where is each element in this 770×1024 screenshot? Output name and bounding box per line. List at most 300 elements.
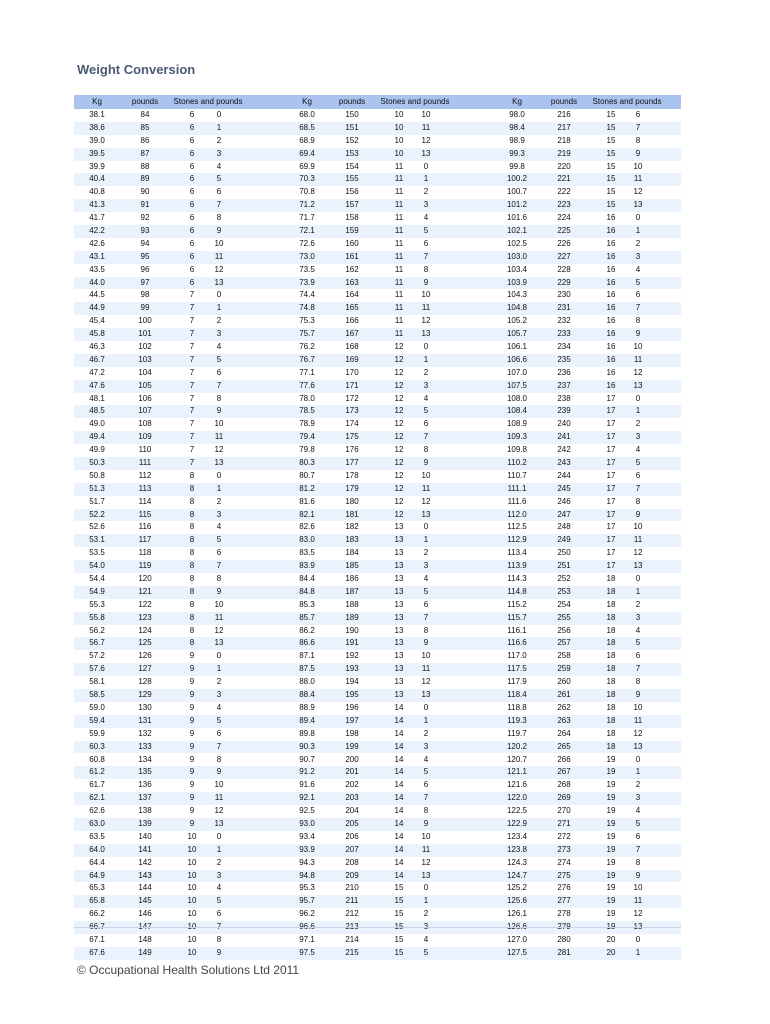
table-row bbox=[74, 702, 681, 715]
table-row bbox=[74, 754, 681, 767]
cell-kg: 80.3 bbox=[299, 458, 315, 468]
cell-lbs: 4 bbox=[635, 445, 641, 455]
cell-pounds: 242 bbox=[557, 445, 571, 455]
cell-stones: 8 bbox=[189, 586, 195, 596]
table-row bbox=[74, 457, 681, 470]
cell-stones: 13 bbox=[394, 625, 404, 635]
cell-lbs: 12 bbox=[421, 496, 431, 506]
cell-lbs: 13 bbox=[633, 200, 643, 210]
cell-stones: 19 bbox=[606, 896, 616, 906]
cell-kg: 117.5 bbox=[507, 664, 527, 674]
cell-kg: 77.6 bbox=[299, 380, 315, 390]
cell-stones: 7 bbox=[189, 303, 195, 313]
cell-lbs: 3 bbox=[635, 432, 641, 442]
cell-lbs: 0 bbox=[635, 393, 641, 403]
cell-kg: 112.5 bbox=[507, 522, 527, 532]
cell-stones: 15 bbox=[606, 187, 616, 197]
cell-stones: 11 bbox=[394, 277, 404, 287]
cell-pounds: 124 bbox=[138, 625, 152, 635]
cell-pounds: 223 bbox=[557, 200, 571, 210]
cell-kg: 96.6 bbox=[299, 922, 315, 932]
cell-lbs: 11 bbox=[633, 715, 643, 725]
cell-pounds: 233 bbox=[557, 329, 571, 339]
cell-stones: 10 bbox=[394, 135, 404, 145]
cell-pounds: 162 bbox=[345, 264, 359, 274]
table-row bbox=[74, 122, 681, 135]
cell-pounds: 165 bbox=[345, 303, 359, 313]
cell-lbs: 5 bbox=[216, 174, 222, 184]
cell-stones: 9 bbox=[189, 806, 195, 816]
cell-pounds: 87 bbox=[140, 148, 150, 158]
cell-stones: 9 bbox=[189, 664, 195, 674]
cell-stones: 8 bbox=[189, 561, 195, 571]
table-row bbox=[74, 560, 681, 573]
cell-pounds: 191 bbox=[345, 638, 359, 648]
cell-pounds: 113 bbox=[138, 483, 152, 493]
cell-kg: 42.2 bbox=[89, 226, 105, 235]
cell-pounds: 159 bbox=[345, 226, 359, 235]
cell-stones: 7 bbox=[189, 380, 195, 390]
cell-lbs: 6 bbox=[635, 470, 641, 480]
cell-pounds: 277 bbox=[557, 896, 571, 906]
cell-stones: 12 bbox=[394, 496, 404, 506]
table-row bbox=[74, 947, 681, 960]
cell-pounds: 219 bbox=[557, 148, 571, 158]
table-row bbox=[74, 302, 681, 315]
cell-lbs: 1 bbox=[423, 174, 429, 184]
cell-stones: 19 bbox=[606, 857, 616, 867]
cell-kg: 50.8 bbox=[89, 470, 105, 480]
cell-stones: 13 bbox=[394, 651, 404, 661]
cell-pounds: 203 bbox=[345, 793, 359, 803]
cell-kg: 127.0 bbox=[506, 934, 528, 944]
cell-pounds: 187 bbox=[345, 586, 359, 596]
cell-stones: 6 bbox=[189, 200, 195, 210]
cell-lbs: 13 bbox=[421, 690, 431, 700]
cell-pounds: 142 bbox=[138, 857, 152, 867]
cell-kg: 107.0 bbox=[506, 367, 528, 377]
cell-lbs: 8 bbox=[423, 625, 429, 635]
cell-lbs: 8 bbox=[635, 135, 641, 145]
header-pounds-1: pounds bbox=[131, 97, 159, 106]
cell-pounds: 244 bbox=[557, 470, 571, 480]
cell-pounds: 177 bbox=[345, 458, 359, 468]
cell-kg: 68.0 bbox=[299, 110, 315, 119]
cell-lbs: 13 bbox=[421, 329, 431, 339]
cell-lbs: 13 bbox=[633, 380, 643, 390]
cell-lbs: 0 bbox=[635, 213, 641, 223]
cell-kg: 57.6 bbox=[89, 664, 105, 674]
cell-kg: 78.9 bbox=[299, 419, 315, 429]
cell-stones: 17 bbox=[606, 535, 616, 545]
cell-stones: 18 bbox=[606, 677, 616, 687]
cell-lbs: 4 bbox=[216, 702, 222, 712]
cell-stones: 16 bbox=[606, 342, 616, 352]
table-row bbox=[74, 173, 681, 186]
cell-lbs: 1 bbox=[423, 715, 429, 725]
cell-kg: 106.1 bbox=[506, 342, 528, 352]
cell-stones: 15 bbox=[394, 909, 404, 919]
cell-pounds: 123 bbox=[138, 612, 152, 622]
header-stones-pounds-3: Stones and pounds bbox=[592, 97, 662, 106]
cell-lbs: 3 bbox=[423, 200, 429, 210]
cell-pounds: 129 bbox=[138, 690, 152, 700]
cell-kg: 41.3 bbox=[89, 200, 105, 210]
cell-pounds: 90 bbox=[140, 187, 150, 197]
cell-lbs: 2 bbox=[423, 728, 429, 738]
cell-kg: 55.8 bbox=[89, 612, 105, 622]
cell-pounds: 138 bbox=[138, 806, 152, 816]
cell-kg: 101.6 bbox=[506, 213, 528, 223]
cell-stones: 16 bbox=[606, 251, 616, 261]
cell-kg: 59.4 bbox=[89, 715, 105, 725]
cell-pounds: 171 bbox=[345, 380, 359, 390]
cell-stones: 11 bbox=[394, 290, 404, 300]
cell-lbs: 3 bbox=[423, 561, 429, 571]
cell-lbs: 13 bbox=[633, 561, 643, 571]
cell-lbs: 7 bbox=[216, 561, 222, 571]
cell-pounds: 106 bbox=[138, 393, 152, 403]
cell-stones: 18 bbox=[606, 664, 616, 674]
cell-pounds: 110 bbox=[138, 445, 152, 455]
cell-lbs: 12 bbox=[633, 367, 643, 377]
cell-stones: 11 bbox=[394, 316, 404, 326]
cell-pounds: 260 bbox=[557, 677, 571, 687]
cell-lbs: 2 bbox=[216, 677, 222, 687]
cell-stones: 14 bbox=[394, 870, 404, 880]
cell-lbs: 6 bbox=[423, 780, 429, 790]
cell-kg: 70.3 bbox=[299, 174, 315, 184]
cell-kg: 76.2 bbox=[299, 342, 315, 352]
cell-pounds: 141 bbox=[138, 844, 152, 854]
cell-kg: 110.7 bbox=[507, 470, 527, 480]
table-row bbox=[74, 573, 681, 586]
cell-lbs: 9 bbox=[423, 818, 429, 828]
cell-pounds: 147 bbox=[138, 922, 152, 932]
cell-stones: 11 bbox=[394, 303, 404, 313]
cell-kg: 108.4 bbox=[506, 406, 528, 416]
cell-lbs: 4 bbox=[423, 213, 429, 223]
cell-pounds: 143 bbox=[138, 870, 152, 880]
cell-kg: 109.3 bbox=[506, 432, 528, 442]
cell-stones: 17 bbox=[606, 509, 616, 519]
cell-kg: 66.7 bbox=[89, 922, 105, 932]
cell-kg: 96.2 bbox=[299, 909, 315, 919]
table-row bbox=[74, 818, 681, 831]
table-row bbox=[74, 509, 681, 522]
cell-kg: 61.2 bbox=[89, 767, 105, 777]
cell-stones: 9 bbox=[189, 702, 195, 712]
cell-lbs: 6 bbox=[216, 367, 222, 377]
cell-lbs: 1 bbox=[216, 483, 222, 493]
table-row bbox=[74, 676, 681, 689]
cell-stones: 10 bbox=[187, 934, 197, 944]
cell-stones: 10 bbox=[187, 844, 197, 854]
cell-pounds: 209 bbox=[345, 870, 359, 880]
cell-stones: 16 bbox=[606, 303, 616, 313]
cell-pounds: 86 bbox=[140, 135, 150, 145]
cell-stones: 14 bbox=[394, 767, 404, 777]
cell-pounds: 213 bbox=[345, 922, 359, 932]
cell-pounds: 270 bbox=[557, 806, 571, 816]
cell-lbs: 5 bbox=[635, 818, 641, 828]
cell-stones: 6 bbox=[189, 161, 195, 171]
cell-pounds: 230 bbox=[557, 290, 571, 300]
cell-stones: 14 bbox=[394, 728, 404, 738]
cell-pounds: 259 bbox=[557, 664, 571, 674]
cell-stones: 14 bbox=[394, 818, 404, 828]
cell-pounds: 227 bbox=[557, 251, 571, 261]
cell-kg: 83.9 bbox=[299, 561, 315, 571]
cell-pounds: 102 bbox=[138, 342, 152, 352]
cell-stones: 8 bbox=[189, 522, 195, 532]
cell-kg: 115.7 bbox=[507, 612, 527, 622]
cell-lbs: 1 bbox=[216, 122, 222, 132]
cell-kg: 79.8 bbox=[299, 445, 315, 455]
cell-lbs: 6 bbox=[635, 290, 641, 300]
cell-lbs: 4 bbox=[635, 806, 641, 816]
cell-pounds: 111 bbox=[138, 458, 152, 468]
cell-stones: 16 bbox=[606, 329, 616, 339]
cell-pounds: 194 bbox=[345, 677, 359, 687]
cell-lbs: 6 bbox=[635, 110, 641, 119]
table-row bbox=[74, 212, 681, 225]
cell-pounds: 180 bbox=[345, 496, 359, 506]
cell-kg: 97.5 bbox=[299, 947, 315, 957]
cell-kg: 53.1 bbox=[89, 535, 105, 545]
cell-lbs: 2 bbox=[423, 367, 429, 377]
cell-kg: 112.9 bbox=[507, 535, 527, 545]
cell-stones: 13 bbox=[394, 574, 404, 584]
cell-pounds: 95 bbox=[140, 251, 150, 261]
cell-lbs: 6 bbox=[423, 599, 429, 609]
cell-pounds: 152 bbox=[345, 135, 359, 145]
cell-pounds: 255 bbox=[557, 612, 571, 622]
cell-stones: 18 bbox=[606, 728, 616, 738]
cell-kg: 88.0 bbox=[299, 677, 315, 687]
cell-lbs: 0 bbox=[216, 831, 222, 841]
cell-kg: 69.9 bbox=[299, 161, 315, 171]
cell-lbs: 3 bbox=[423, 380, 429, 390]
cell-lbs: 2 bbox=[216, 857, 222, 867]
cell-pounds: 120 bbox=[138, 574, 152, 584]
cell-pounds: 235 bbox=[557, 354, 571, 364]
cell-lbs: 1 bbox=[635, 586, 641, 596]
cell-pounds: 126 bbox=[138, 651, 152, 661]
cell-pounds: 181 bbox=[345, 509, 359, 519]
header-kg-2: Kg bbox=[302, 97, 312, 106]
cell-kg: 69.4 bbox=[299, 148, 315, 158]
table-row bbox=[74, 547, 681, 560]
cell-kg: 122.5 bbox=[506, 806, 528, 816]
cell-kg: 50.3 bbox=[89, 458, 105, 468]
cell-pounds: 133 bbox=[138, 741, 152, 751]
cell-stones: 6 bbox=[189, 277, 195, 287]
table-row bbox=[74, 161, 681, 174]
cell-pounds: 220 bbox=[557, 161, 571, 171]
cell-pounds: 211 bbox=[345, 896, 359, 906]
cell-stones: 14 bbox=[394, 754, 404, 764]
cell-lbs: 8 bbox=[423, 445, 429, 455]
cell-kg: 122.9 bbox=[506, 818, 528, 828]
cell-lbs: 4 bbox=[423, 754, 429, 764]
cell-kg: 113.9 bbox=[507, 561, 527, 571]
cell-pounds: 205 bbox=[345, 818, 359, 828]
table-row bbox=[74, 779, 681, 792]
table-row bbox=[74, 599, 681, 612]
cell-lbs: 3 bbox=[216, 148, 222, 158]
cell-pounds: 278 bbox=[557, 909, 571, 919]
cell-stones: 16 bbox=[606, 316, 616, 326]
cell-kg: 92.5 bbox=[299, 806, 315, 816]
cell-stones: 15 bbox=[606, 110, 616, 119]
table-row bbox=[74, 831, 681, 844]
cell-kg: 71.7 bbox=[299, 213, 315, 223]
cell-lbs: 0 bbox=[423, 702, 429, 712]
cell-kg: 38.1 bbox=[89, 110, 105, 119]
cell-pounds: 156 bbox=[345, 187, 359, 197]
cell-pounds: 188 bbox=[345, 599, 359, 609]
cell-lbs: 12 bbox=[633, 187, 643, 197]
cell-kg: 60.3 bbox=[89, 741, 105, 751]
cell-pounds: 190 bbox=[345, 625, 359, 635]
cell-kg: 78.5 bbox=[299, 406, 315, 416]
cell-lbs: 12 bbox=[421, 677, 431, 687]
cell-lbs: 13 bbox=[214, 638, 224, 648]
cell-stones: 14 bbox=[394, 806, 404, 816]
cell-kg: 80.7 bbox=[299, 470, 315, 480]
cell-kg: 75.7 bbox=[299, 329, 315, 339]
cell-pounds: 276 bbox=[557, 883, 571, 893]
cell-stones: 12 bbox=[394, 445, 404, 455]
cell-lbs: 2 bbox=[423, 187, 429, 197]
cell-pounds: 251 bbox=[557, 561, 571, 571]
cell-stones: 7 bbox=[189, 342, 195, 352]
cell-kg: 95.3 bbox=[299, 883, 315, 893]
cell-stones: 11 bbox=[394, 226, 404, 235]
cell-pounds: 118 bbox=[138, 548, 152, 558]
cell-lbs: 2 bbox=[635, 780, 641, 790]
cell-lbs: 1 bbox=[635, 767, 641, 777]
cell-pounds: 91 bbox=[140, 200, 150, 210]
cell-pounds: 185 bbox=[345, 561, 359, 571]
cell-lbs: 4 bbox=[216, 522, 222, 532]
cell-stones: 10 bbox=[394, 110, 404, 119]
cell-stones: 12 bbox=[394, 432, 404, 442]
cell-stones: 10 bbox=[187, 857, 197, 867]
cell-lbs: 0 bbox=[635, 934, 641, 944]
cell-kg: 45.4 bbox=[89, 316, 105, 326]
cell-stones: 10 bbox=[187, 922, 197, 932]
cell-lbs: 11 bbox=[421, 303, 431, 313]
cell-stones: 19 bbox=[606, 922, 616, 932]
cell-stones: 10 bbox=[187, 909, 197, 919]
cell-pounds: 183 bbox=[345, 535, 359, 545]
cell-kg: 52.6 bbox=[89, 522, 105, 532]
cell-pounds: 256 bbox=[557, 625, 571, 635]
cell-lbs: 7 bbox=[423, 251, 429, 261]
cell-kg: 45.8 bbox=[89, 329, 105, 339]
cell-lbs: 5 bbox=[635, 277, 641, 287]
cell-kg: 62.6 bbox=[89, 806, 105, 816]
cell-kg: 54.0 bbox=[89, 561, 105, 571]
table-row bbox=[74, 496, 681, 509]
cell-stones: 8 bbox=[189, 612, 195, 622]
cell-stones: 10 bbox=[394, 122, 404, 132]
cell-lbs: 7 bbox=[635, 844, 641, 854]
cell-kg: 121.1 bbox=[506, 767, 528, 777]
table-header bbox=[74, 95, 681, 109]
cell-kg: 114.3 bbox=[507, 574, 527, 584]
cell-stones: 15 bbox=[606, 161, 616, 171]
cell-stones: 15 bbox=[394, 883, 404, 893]
cell-kg: 95.7 bbox=[299, 896, 315, 906]
cell-stones: 6 bbox=[189, 122, 195, 132]
cell-lbs: 10 bbox=[214, 780, 224, 790]
cell-stones: 9 bbox=[189, 780, 195, 790]
cell-stones: 14 bbox=[394, 741, 404, 751]
cell-stones: 14 bbox=[394, 844, 404, 854]
cell-kg: 51.3 bbox=[89, 483, 105, 493]
table-row bbox=[74, 380, 681, 393]
cell-pounds: 101 bbox=[138, 329, 152, 339]
cell-lbs: 9 bbox=[635, 329, 641, 339]
cell-kg: 64.9 bbox=[89, 870, 105, 880]
cell-stones: 14 bbox=[394, 831, 404, 841]
cell-kg: 89.4 bbox=[299, 715, 315, 725]
cell-kg: 125.6 bbox=[506, 896, 528, 906]
table-row bbox=[74, 277, 681, 290]
cell-pounds: 218 bbox=[557, 135, 571, 145]
cell-stones: 9 bbox=[189, 767, 195, 777]
cell-lbs: 10 bbox=[633, 161, 643, 171]
cell-kg: 57.2 bbox=[89, 651, 105, 661]
cell-stones: 8 bbox=[189, 535, 195, 545]
cell-lbs: 1 bbox=[216, 303, 222, 313]
cell-kg: 100.2 bbox=[506, 174, 528, 184]
cell-stones: 8 bbox=[189, 574, 195, 584]
cell-kg: 102.1 bbox=[506, 226, 528, 235]
cell-stones: 13 bbox=[394, 677, 404, 687]
cell-kg: 46.7 bbox=[89, 354, 105, 364]
cell-pounds: 96 bbox=[140, 264, 150, 274]
cell-kg: 48.1 bbox=[89, 393, 105, 403]
cell-kg: 82.1 bbox=[299, 509, 315, 519]
cell-kg: 99.8 bbox=[509, 161, 525, 171]
cell-pounds: 107 bbox=[138, 406, 152, 416]
cell-kg: 59.9 bbox=[89, 728, 105, 738]
cell-stones: 18 bbox=[606, 638, 616, 648]
cell-kg: 103.4 bbox=[506, 264, 528, 274]
cell-pounds: 127 bbox=[138, 664, 152, 674]
cell-stones: 6 bbox=[189, 213, 195, 223]
cell-lbs: 5 bbox=[216, 715, 222, 725]
cell-kg: 62.1 bbox=[89, 793, 105, 803]
cell-kg: 74.8 bbox=[299, 303, 315, 313]
cell-pounds: 195 bbox=[345, 690, 359, 700]
table-row bbox=[74, 792, 681, 805]
table-row bbox=[74, 521, 681, 534]
cell-kg: 90.7 bbox=[299, 754, 315, 764]
cell-pounds: 168 bbox=[345, 342, 359, 352]
table-row bbox=[74, 534, 681, 547]
cell-kg: 90.3 bbox=[299, 741, 315, 751]
cell-kg: 109.8 bbox=[506, 445, 528, 455]
cell-stones: 6 bbox=[189, 148, 195, 158]
cell-pounds: 264 bbox=[557, 728, 571, 738]
cell-kg: 93.4 bbox=[299, 831, 315, 841]
cell-kg: 100.7 bbox=[506, 187, 528, 197]
